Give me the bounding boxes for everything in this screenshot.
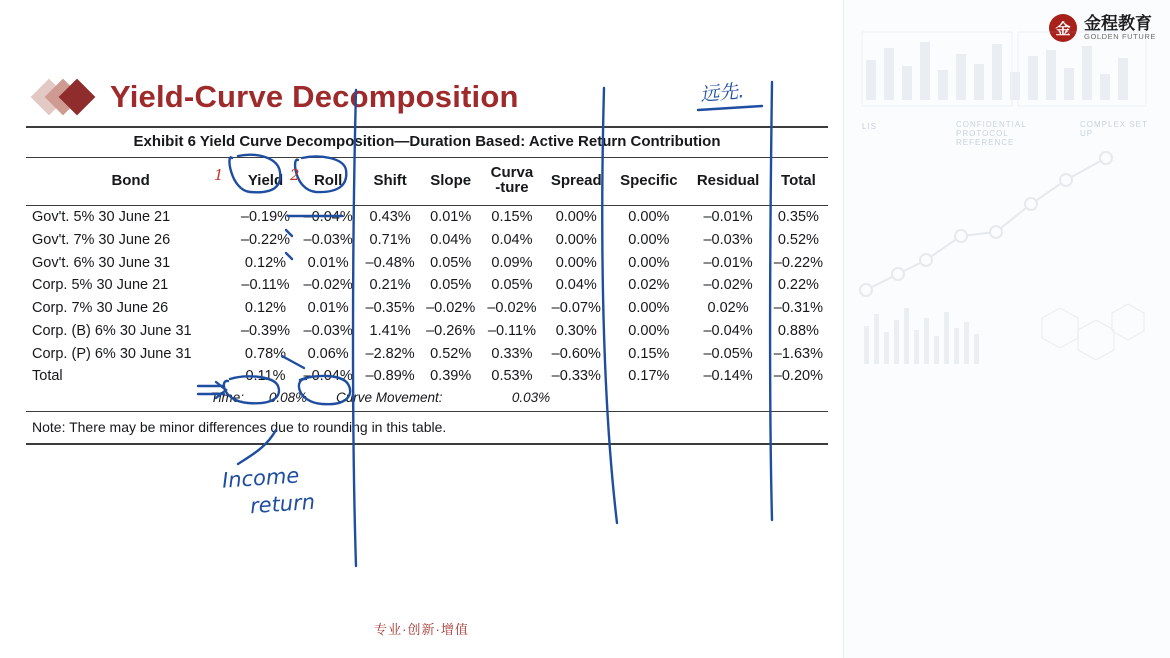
cell-spread: 0.00% [555,231,597,248]
cell-curvature: –0.11% [487,322,536,339]
ink-text-chinese-note: 远先. [699,80,746,106]
cell-total: 0.22% [777,277,819,294]
table-row [26,228,828,251]
cell-residual: –0.05% [703,345,753,362]
cell-bond: Gov't. 6% 30 June 31 [32,254,171,271]
logo-name-en: GOLDEN FUTURE [1084,32,1156,42]
cell-yield: –0.19% [240,208,291,225]
column-header-spread: Spread [542,158,610,205]
cell-bond: Gov't. 5% 30 June 21 [32,208,171,225]
ink-marker-2: 2 [290,166,300,184]
cell-roll: –0.03% [303,231,353,248]
cell-slope: 0.05% [430,254,472,271]
cell-residual: –0.04% [703,322,753,339]
column-header-residual: Residual [687,158,768,205]
column-header-curvature-line1: Curva [490,164,534,181]
column-header-slope: Slope [420,158,482,205]
ink-text-return: return [249,489,316,519]
cell-specific: 0.00% [628,254,670,271]
background-label-right: COMPLEX SET UP [1080,120,1148,138]
diamond-decoration [36,80,98,114]
table-subnote [26,388,828,411]
cell-bond: Corp. (P) 6% 30 June 31 [32,345,192,362]
cell-residual: –0.14% [703,368,753,385]
cell-yield: 0.11% [245,368,286,385]
column-header-curvature [482,158,543,205]
table-row [26,251,828,274]
subnote-time-value: 0.08% [268,389,308,405]
right-pane [843,0,1170,658]
slide-footer: 专业·创新·增值 [374,622,469,637]
cell-slope: 0.52% [430,345,472,362]
slide-title-row [36,70,519,124]
table-row [26,205,828,228]
table-row [26,320,828,343]
logo-name-cn: 金程教育 [1084,13,1153,33]
cell-slope: 0.05% [430,277,472,294]
cell-curvature: –0.02% [487,300,537,317]
ink-marker-1: 1 [214,166,224,184]
cell-bond: Gov't. 7% 30 June 26 [32,231,171,248]
cell-residual: –0.01% [703,208,753,225]
logo-seal-icon: 金 [1049,14,1077,42]
ink-underline-cn [698,106,762,110]
table-note: Note: There may be minor differences due to rounding in this table. [26,411,828,445]
cell-roll: 0.01% [307,254,349,271]
cell-curvature: 0.53% [491,368,533,385]
page-title: Yield-Curve Decomposition [110,79,519,114]
cell-total: –0.20% [773,368,823,385]
table-row [26,274,828,297]
subnote-curve-label: Curve Movement: [336,389,443,405]
cell-slope: 0.01% [430,208,472,225]
column-header-roll: Roll [296,158,361,205]
column-header-shift: Shift [361,158,420,205]
cell-slope: 0.04% [430,231,472,248]
cell-curvature: 0.04% [491,231,533,248]
cell-yield: –0.11% [241,277,290,294]
cell-shift: 0.43% [369,208,411,225]
cell-spread: –0.33% [551,368,601,385]
cell-roll: –0.04% [303,208,353,225]
cell-total: 0.88% [777,322,819,339]
cell-bond: Corp. (B) 6% 30 June 31 [32,322,192,339]
cell-residual: –0.03% [703,231,753,248]
cell-roll: 0.01% [307,300,349,317]
cell-bond: Corp. 7% 30 June 26 [32,300,169,317]
exhibit-caption: Exhibit 6 Yield Curve Decomposition—Duration Based: Active Return Contribution [26,126,828,158]
cell-specific: 0.00% [628,300,670,317]
table-row [26,297,828,320]
table-header-row [26,158,828,205]
cell-specific: 0.00% [628,208,670,225]
background-bars-mid [860,300,1150,370]
cell-spread: –0.07% [551,300,601,317]
cell-roll: –0.03% [303,322,353,339]
cell-roll: 0.06% [307,345,349,362]
cell-total: 0.35% [777,208,819,225]
cell-spread: 0.04% [555,277,597,294]
cell-slope: 0.39% [430,368,472,385]
cell-yield: 0.12% [244,254,287,271]
subnote-time-label: Time: [210,389,244,405]
ink-text-income: Income [221,463,301,493]
cell-slope: –0.02% [426,300,476,317]
cell-residual: 0.02% [707,300,749,317]
cell-residual: –0.01% [703,254,753,271]
cell-curvature: 0.15% [491,208,533,225]
cell-yield: –0.39% [240,322,291,339]
cell-shift: 0.21% [369,277,411,294]
cell-shift: –0.89% [365,368,415,385]
table-row [26,342,828,365]
cell-shift: 1.41% [369,322,411,339]
column-header-curvature-line2: -ture [495,179,529,197]
cell-specific: 0.15% [628,345,670,362]
background-label-mid: CONFIDENTIAL PROTOCOL REFERENCE [956,120,1027,147]
background-line-chart [856,140,1156,310]
cell-yield: 0.12% [244,300,287,317]
cell-curvature: 0.09% [491,254,533,271]
cell-bond: Total [32,368,63,385]
cell-total: –0.22% [773,254,823,271]
cell-shift: –2.82% [365,345,415,362]
cell-specific: 0.02% [628,277,670,294]
cell-total: –0.31% [773,300,823,317]
cell-total: –1.63% [773,345,823,362]
subnote-curve-value: 0.03% [511,389,551,405]
table-row-total [26,365,828,388]
cell-yield: –0.22% [240,231,291,248]
cell-shift: 0.71% [369,231,411,248]
cell-spread: 0.30% [555,322,597,339]
column-header-specific: Specific [610,158,687,205]
cell-curvature: 0.05% [491,277,533,294]
cell-total: 0.52% [777,231,819,248]
cell-shift: –0.35% [365,300,415,317]
cell-spread: 0.00% [555,254,597,271]
cell-specific: 0.17% [628,368,670,385]
cell-specific: 0.00% [628,231,670,248]
cell-bond: Corp. 5% 30 June 21 [32,277,169,294]
cell-shift: –0.48% [365,254,415,271]
background-bars-top [860,30,1150,108]
exhibit-block [26,126,828,445]
cell-slope: –0.26% [426,322,476,339]
column-header-yield: Yield [235,158,296,205]
cell-curvature: 0.33% [491,345,533,362]
cell-specific: 0.00% [628,322,670,339]
cell-roll: –0.02% [303,277,353,294]
column-header-total: Total [769,158,828,205]
cell-spread: –0.60% [551,345,601,362]
cell-spread: 0.00% [555,208,597,225]
column-header-bond: Bond [26,158,235,205]
background-label-left: LIS [862,122,878,131]
cell-roll: –0.04% [303,368,353,385]
decomposition-table [26,158,828,388]
cell-residual: –0.02% [703,277,753,294]
cell-yield: 0.78% [244,345,287,362]
